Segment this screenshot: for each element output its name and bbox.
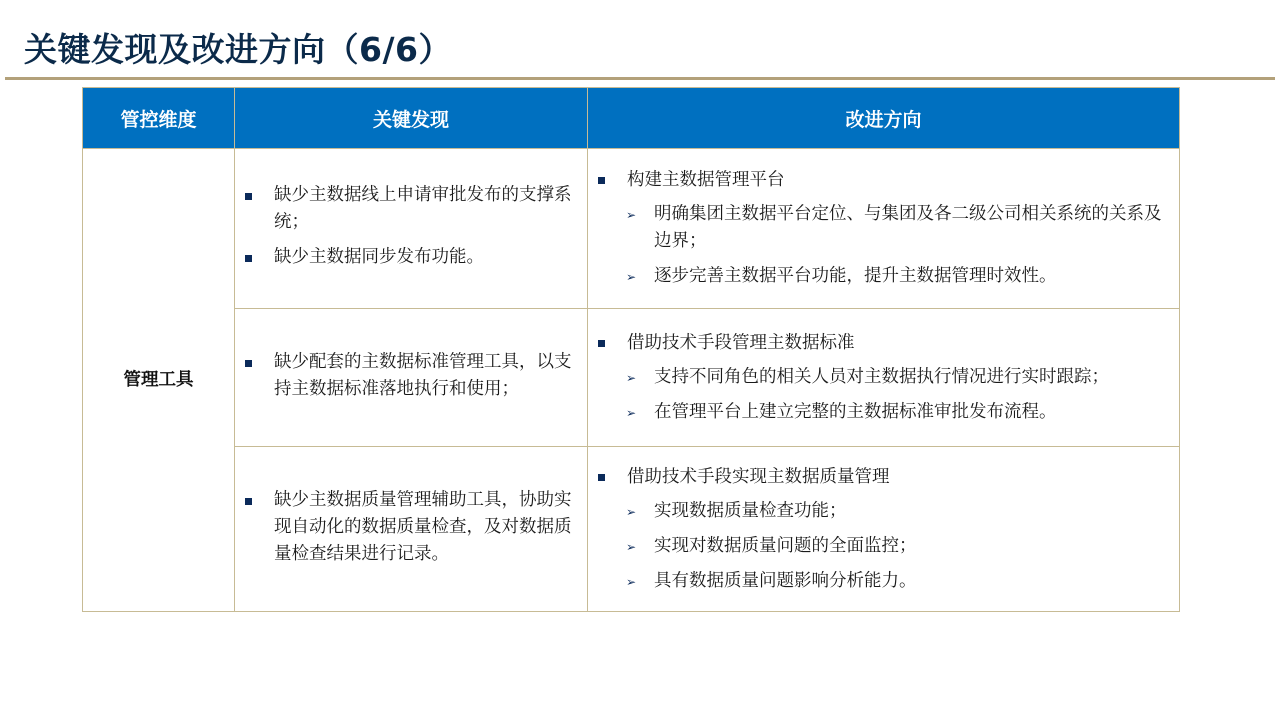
improvement-item (626, 568, 1163, 595)
finding-text: 缺少主数据同步发布功能。 (274, 247, 484, 267)
square-bullet-icon (598, 474, 605, 481)
improvement-heading (598, 330, 1163, 357)
table-row (83, 447, 1180, 612)
finding-text: 缺少配套的主数据标准管理工具，以支持主数据标准落地执行和使用； (274, 351, 572, 399)
improvement-item (626, 201, 1163, 255)
improvement-item (626, 399, 1163, 426)
square-bullet-icon (598, 340, 605, 347)
findings-list (235, 349, 587, 403)
improvement-cell (588, 149, 1180, 309)
findings-cell (235, 447, 588, 612)
findings-cell (235, 149, 588, 309)
improvement-cell (588, 309, 1180, 447)
finding-item (245, 487, 575, 568)
improvement-item (626, 498, 1163, 525)
improvement-block (588, 458, 1179, 601)
improvement-heading-text: 借助技术手段管理主数据标准 (627, 332, 855, 353)
finding-item (245, 182, 575, 236)
improvement-item (626, 364, 1163, 391)
improvement-list (598, 364, 1163, 426)
table-header-row (83, 88, 1180, 149)
header-findings: 关键发现 (235, 88, 588, 149)
improvement-heading (598, 167, 1163, 194)
table-row (83, 149, 1180, 309)
improvement-block (588, 324, 1179, 432)
improvement-list (598, 201, 1163, 290)
header-improvement: 改进方向 (588, 88, 1180, 149)
improvement-item (626, 263, 1163, 290)
dimension-cell: 管理工具 (83, 149, 235, 612)
arrow-bullet-icon: ➢ (626, 504, 637, 519)
arrow-bullet-icon: ➢ (626, 270, 637, 284)
title-divider (5, 77, 1275, 80)
finding-text: 缺少主数据质量管理辅助工具，协助实现自动化的数据质量检查，及对数据质量检查结果进行记录。 (274, 489, 572, 564)
improvement-cell (588, 447, 1180, 612)
improvement-text: 逐步完善主数据平台功能，提升主数据管理时效性。 (654, 266, 1057, 286)
improvement-heading (598, 464, 1163, 491)
finding-item (245, 244, 575, 271)
square-bullet-icon (245, 193, 252, 200)
square-bullet-icon (245, 360, 252, 367)
square-bullet-icon (598, 177, 605, 184)
square-bullet-icon (245, 498, 252, 505)
improvement-block (588, 161, 1179, 296)
arrow-bullet-icon: ➢ (626, 574, 637, 589)
improvement-heading-text: 构建主数据管理平台 (627, 170, 785, 190)
improvement-heading-text: 借助技术手段实现主数据质量管理 (627, 466, 890, 487)
header-dimension: 管控维度 (83, 88, 235, 149)
arrow-bullet-icon: ➢ (626, 370, 637, 385)
finding-text: 缺少主数据线上申请审批发布的支撑系统； (274, 185, 572, 232)
findings-list (235, 487, 587, 568)
improvement-text: 实现数据质量检查功能； (654, 500, 847, 521)
finding-item (245, 349, 575, 403)
improvement-text: 实现对数据质量问题的全面监控； (654, 535, 917, 556)
arrow-bullet-icon: ➢ (626, 405, 637, 420)
improvement-text: 明确集团主数据平台定位、与集团及各二级公司相关系统的关系及边界； (654, 204, 1162, 251)
arrow-bullet-icon: ➢ (626, 539, 637, 554)
findings-table (82, 87, 1180, 612)
improvement-text: 在管理平台上建立完整的主数据标准审批发布流程。 (654, 401, 1057, 422)
table-row (83, 309, 1180, 447)
square-bullet-icon (245, 255, 252, 262)
findings-cell (235, 309, 588, 447)
improvement-text: 具有数据质量问题影响分析能力。 (654, 570, 917, 591)
improvement-text: 支持不同角色的相关人员对主数据执行情况进行实时跟踪； (654, 366, 1109, 387)
improvement-list (598, 498, 1163, 595)
findings-list (235, 182, 587, 271)
improvement-item (626, 533, 1163, 560)
arrow-bullet-icon: ➢ (626, 208, 637, 222)
page-title: 关键发现及改进方向（6/6） (24, 30, 452, 69)
